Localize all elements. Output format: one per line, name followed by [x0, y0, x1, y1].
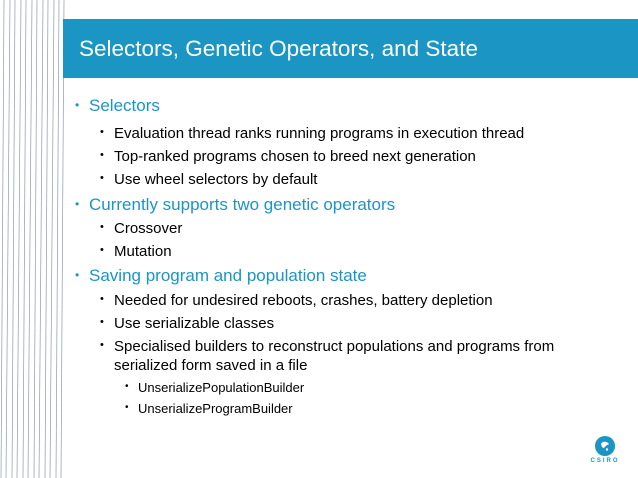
bullet-icon: • — [100, 316, 104, 328]
heading-text: Currently supports two genetic operators — [89, 195, 396, 214]
logo-text: CSIRO — [590, 458, 620, 464]
bullet-icon: • — [125, 381, 129, 392]
list-item-continuation: serialized form saved in a file — [114, 357, 308, 374]
slide-title: Selectors, Genetic Operators, and State — [79, 36, 478, 61]
bullet-icon: • — [100, 126, 104, 138]
heading-text: Selectors — [89, 96, 160, 115]
csiro-logo — [586, 436, 620, 466]
item-text: Top-ranked programs chosen to breed next generation — [114, 148, 476, 165]
bullet-icon: • — [75, 197, 80, 211]
logo-mark-icon — [595, 436, 615, 456]
bullet-icon: • — [75, 268, 80, 282]
bullet-icon: • — [125, 402, 129, 413]
item-text: Use wheel selectors by default — [114, 171, 318, 188]
heading-text: Saving program and population state — [89, 266, 367, 285]
logo-circle-icon — [595, 436, 615, 456]
item-text: Mutation — [114, 243, 172, 260]
bullet-icon: • — [75, 98, 80, 112]
item-text: Evaluation thread ranks running programs in execution thread — [114, 125, 525, 142]
bullet-icon: • — [100, 172, 104, 184]
bullet-icon: • — [100, 149, 104, 161]
subitem-text: UnserializePopulationBuilder — [138, 380, 305, 395]
bullet-icon: • — [100, 339, 104, 351]
item-text: Specialised builders to reconstruct populations and programs from — [114, 338, 555, 355]
bullet-icon: • — [100, 293, 104, 305]
item-text: Crossover — [114, 220, 183, 237]
item-text: Use serializable classes — [114, 315, 275, 332]
item-text: Needed for undesired reboots, crashes, battery depletion — [114, 292, 493, 309]
bullet-icon: • — [100, 244, 104, 256]
subitem-text: UnserializeProgramBuilder — [138, 401, 293, 416]
bullet-icon: • — [100, 221, 104, 233]
